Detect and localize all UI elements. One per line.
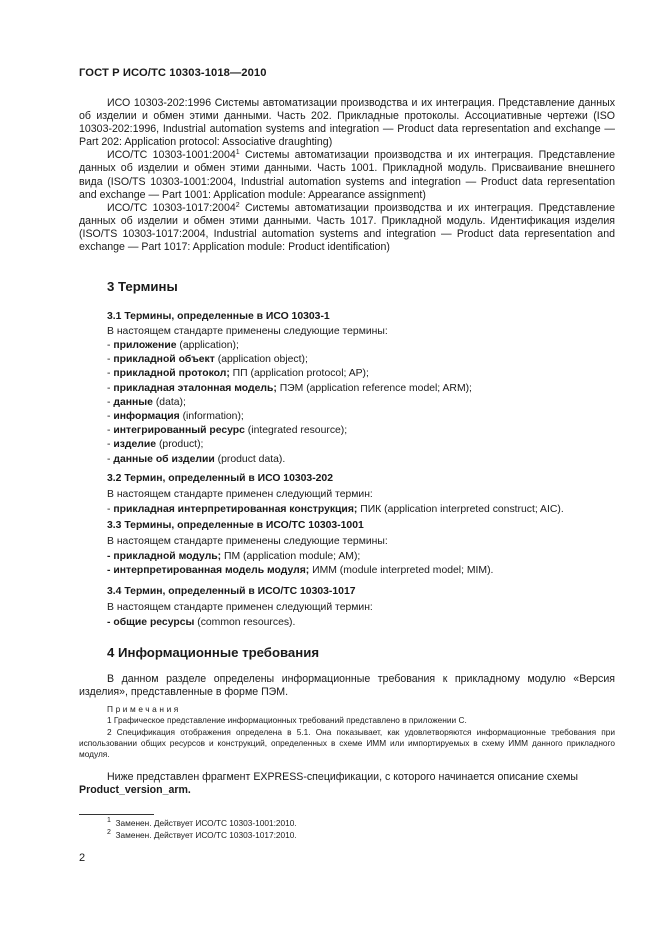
document-header: ГОСТ Р ИСО/ТС 10303-1018—2010 [79, 67, 267, 79]
section-4-paragraph: В данном разделе определены информационные требования к прикладному модулю «Версия изделия», представленные в форме ПЭМ. [79, 673, 615, 699]
subsection-3-4-intro: В настоящем стандарте применен следующий термин: [107, 602, 373, 613]
list-item: - прикладная интерпретированная конструкция; ПИК (application interpreted construct; AIC). [107, 504, 564, 515]
subsection-3-1-intro: В настоящем стандарте применены следующие термины: [107, 326, 388, 337]
list-item: - прикладной объект (application object); [107, 354, 308, 366]
subsection-3-2-intro: В настоящем стандарте применен следующий термин: [107, 489, 373, 500]
reference-item: ИСО/ТС 10303-1001:2004$^1$ Системы автоматизации производства и их интеграция. Представление данных об изделии и обмен этими данными. Часть 1001. Прикладной модуль. Присваивание внешнего вида (ISO/TS 10303-1001:2004, Industrial automation systems and integration — Product data representation and exchange — Part 1001: Application module: Appearance assignment) [79, 149, 615, 201]
list-item: - общие ресурсы (common resources). [107, 617, 296, 628]
list-item: - прикладной протокол; ПП (application protocol; AP); [107, 368, 369, 380]
notes-block [79, 704, 615, 760]
section-3-title: 3 Термины [107, 279, 178, 294]
list-item: - приложение (application); [107, 340, 239, 351]
list-item: - данные (data); [107, 396, 186, 408]
subsection-3-3-intro: В настоящем стандарте применены следующие термины: [107, 536, 388, 547]
list-item: - данные об изделии (product data). [107, 453, 286, 465]
schema-name: Product_version_arm. [79, 784, 191, 797]
section-4-title: 4 Информационные требования [107, 645, 320, 660]
terms-list-3-3 [107, 550, 617, 578]
list-item: - прикладной модуль; ПМ (application module; AM); [107, 551, 361, 562]
terms-list-3-2 [107, 503, 617, 517]
note-item: 2 Спецификация отображения определена в 5.1. Она показывает, как удовлетворяются информационные требования при использовании общих ресурсов и конструкций, определенных в схеме ИММ или импортируемых в схему ИММ данного прикладного модуля. [79, 726, 615, 760]
terms-list-3-4 [107, 616, 617, 630]
reference-item: ИСО/ТС 10303-1017:2004$^2$ Системы автоматизации производства и их интеграция. Представление данных об изделии и обмен этими данными. Часть 1017. Прикладной модуль. Идентификация изделия (ISO/TS 10303-1017:2004, Industrial automation systems and integration — Product data representation and exchange — Part 1017: Application module: Product identification) [79, 201, 615, 254]
footnote: $^1$ Заменен. Действует ИСО/ТС 10303-1001:2010. [107, 817, 297, 828]
subsection-3-4-title: 3.4 Термин, определенный в ИСО/ТС 10303-1017 [107, 586, 356, 597]
subsection-3-3-title: 3.3 Термины, определенные в ИСО/ТС 10303-1001 [107, 520, 364, 531]
footnote-divider [79, 814, 154, 815]
list-item: - прикладная эталонная модель; ПЭМ (application reference model; ARM); [107, 382, 472, 394]
page-number: 2 [79, 852, 86, 864]
list-item: - интерпретированная модель модуля; ИММ (module interpreted model; MIM). [107, 565, 494, 577]
list-item: - информация (information); [107, 411, 244, 423]
express-paragraph: Ниже представлен фрагмент EXPRESS-спецификации, с которого начинается описание схемы Product_version_arm. [79, 771, 579, 797]
reference-item: ИСО 10303-202:1996 Системы автоматизации производства и их интеграция. Представление данных об изделии и обмен этими данными. Часть 202. Прикладные протоколы. Ассоциативные чертежи (ISO 10303-202:1996, Industrial automation systems and integration — Product data representation and exchange — Part 202: Application protocol: Associative draughting) [79, 97, 615, 149]
note-item: 1 Графическое представление информационных требований представлено в приложении С. [107, 715, 467, 726]
subsection-3-1-title: 3.1 Термины, определенные в ИСО 10303-1 [107, 311, 330, 322]
list-item: - изделие (product); [107, 439, 204, 451]
subsection-3-2-title: 3.2 Термин, определенный в ИСО 10303-202 [107, 473, 333, 484]
references-block [79, 97, 615, 254]
notes-label: Примечания [107, 704, 181, 714]
terms-list-3-1 [107, 339, 617, 467]
footnote: $^2$ Заменен. Действует ИСО/ТС 10303-1017:2010. [107, 829, 297, 840]
list-item: - интегрированный ресурс (integrated resource); [107, 425, 348, 437]
